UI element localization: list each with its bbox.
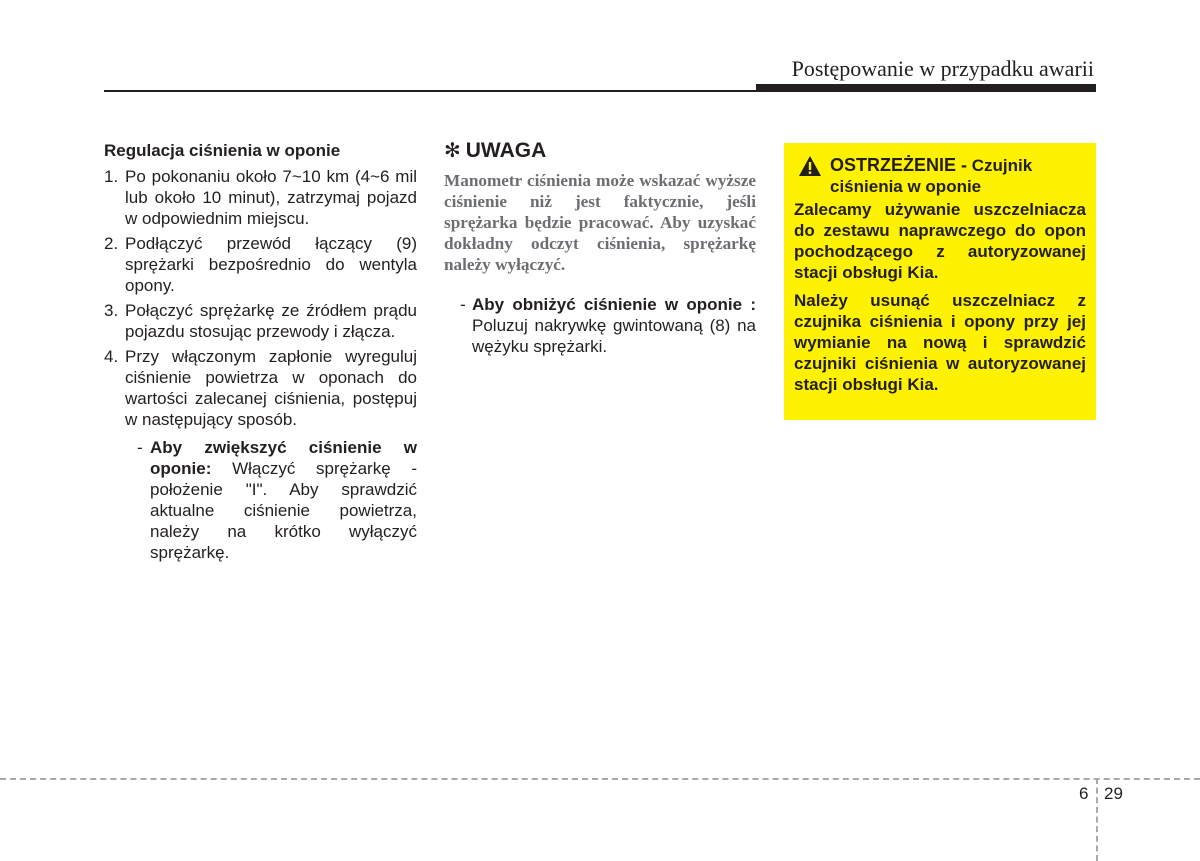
step-number: 1.: [104, 167, 119, 186]
step-text: Po pokonaniu około 7~10 km (4~6 mil lub około 10 minut), zatrzymaj pojazd w odpowiednim miejscu.: [125, 167, 417, 228]
dash-marker: -: [460, 295, 466, 314]
subitem-text: Poluzuj nakrywkę gwintowaną (8) na wężyku sprężarki.: [472, 316, 756, 356]
decrease-pressure-subitem: [444, 294, 756, 357]
subitem-bold-label: Aby zwiększyć ciśnienie w oponie:: [150, 438, 417, 478]
header-rule-thick: [756, 84, 1096, 92]
step-text: Podłączyć przewód łączący (9) sprężarki bezpośrednio do wentyla opony.: [125, 234, 417, 295]
column-pressure-regulation: [104, 140, 417, 567]
warning-paragraph-1: Zalecamy używanie uszczelniacza do zestawu naprawczego do opon pochodzącego z autoryzowanej stacji obsługi Kia.: [794, 200, 1086, 282]
warning-triangle-icon: [798, 155, 822, 177]
section-title: Postępowanie w przypadku awarii: [791, 56, 1094, 81]
subitem-text: Włączyć sprężarkę - położenie "I". Aby sprawdzić aktualne ciśnienie powietrza, należy na krótko wyłączyć sprężarkę.: [150, 459, 417, 562]
footer-divider-vertical: [1096, 778, 1098, 861]
footer-divider-horizontal: [0, 778, 1200, 780]
list-item: [104, 300, 417, 342]
warning-subtitle-line1: Czujnik: [967, 156, 1033, 175]
warning-heading-text: [830, 155, 1032, 197]
step-text: Przy włączonym zapłonie wyreguluj ciśnienie powietrza w oponach do wartości zalecanej ciśnienia, postępuj w następujący sposób.: [125, 347, 417, 429]
note-title: [444, 138, 756, 163]
step-text: Połączyć sprężarkę ze źródłem prądu pojazdu stosując przewody i złącza.: [125, 301, 417, 341]
warning-subtitle-line2: ciśnienia w oponie: [830, 177, 982, 196]
list-item: [104, 346, 417, 563]
section-heading: Regulacja ciśnienia w oponie: [104, 141, 341, 160]
list-item: [104, 233, 417, 296]
warning-paragraph-2: Należy usunąć uszczelniacz z czujnika ciśnienia i opony przy jej wymianie na nową i sprawdzić czujniki ciśnienia w autoryzowanej stacji obsługi Kia.: [794, 291, 1086, 394]
step-number: 3.: [104, 301, 119, 320]
warning-title: [794, 155, 1086, 197]
warning-label: OSTRZEŻENIE -: [830, 155, 968, 175]
note-title-text: UWAGA: [465, 138, 547, 162]
note-body: Manometr ciśnienia może wskazać wyższe ciśnienie niż jest faktycznie, jeśli sprężarka będzie pracować. Aby uzyskać dokładny odczyt ciśnienia, sprężarkę należy wyłączyć.: [444, 171, 756, 274]
header-rule-thin: [104, 90, 756, 92]
column-note: [444, 138, 756, 357]
list-item: [104, 166, 417, 229]
subitem-bold-label: Aby obniżyć ciśnienie w oponie :: [472, 295, 756, 314]
step-number: 2.: [104, 234, 119, 253]
chapter-number: 6: [1079, 784, 1089, 803]
steps-list: [104, 166, 417, 563]
dash-marker: -: [137, 438, 143, 457]
page-number: 29: [1104, 784, 1123, 803]
warning-box: [784, 143, 1096, 420]
asterisk-star-icon: ✻: [444, 140, 461, 162]
increase-pressure-subitem: [137, 437, 417, 563]
step-number: 4.: [104, 347, 119, 366]
